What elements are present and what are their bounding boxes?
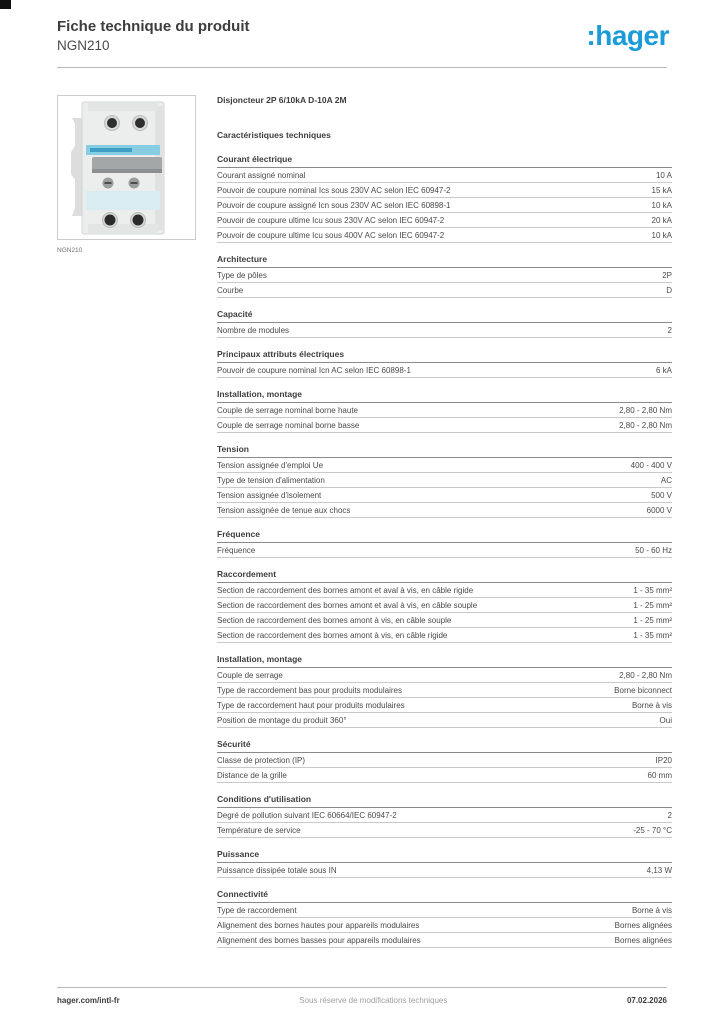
spec-label: Tension assignée de tenue aux chocs: [217, 505, 351, 515]
spec-row: [217, 183, 672, 198]
spec-row: [217, 668, 672, 683]
spec-group-title: Installation, montage: [217, 654, 672, 668]
spec-value: 20 kA: [651, 215, 672, 225]
footer-divider: [57, 987, 667, 988]
spec-row: [217, 228, 672, 243]
spec-label: Section de raccordement des bornes amont à vis, en câble souple: [217, 615, 452, 625]
spec-group: [217, 309, 672, 338]
spec-value: 1 - 25 mm²: [633, 615, 672, 625]
spec-row: [217, 583, 672, 598]
spec-row: [217, 323, 672, 338]
spec-value: 15 kA: [651, 185, 672, 195]
spec-value: 2P: [662, 270, 672, 280]
spec-group: [217, 389, 672, 433]
spec-row: [217, 613, 672, 628]
spec-value: 2: [667, 325, 672, 335]
spec-value: 2: [667, 810, 672, 820]
spec-group: [217, 154, 672, 243]
spec-value: 10 kA: [651, 230, 672, 240]
spec-row: [217, 808, 672, 823]
spec-value: -25 - 70 °C: [633, 825, 672, 835]
scan-corner-mark: [0, 0, 11, 9]
spec-value: Borne à vis: [631, 700, 672, 710]
spec-group-title: Conditions d'utilisation: [217, 794, 672, 808]
spec-value: 2,80 - 2,80 Nm: [619, 405, 672, 415]
spec-group: [217, 794, 672, 838]
spec-group-title: Sécurité: [217, 739, 672, 753]
spec-group-title: Courant électrique: [217, 154, 672, 168]
spec-row: [217, 933, 672, 948]
spec-row: [217, 598, 672, 613]
spec-value: 400 - 400 V: [630, 460, 672, 470]
spec-label: Tension assignée d'emploi Ue: [217, 460, 324, 470]
spec-value: 500 V: [651, 490, 672, 500]
spec-row: [217, 268, 672, 283]
spec-value: 60 mm: [647, 770, 672, 780]
spec-group-title: Puissance: [217, 849, 672, 863]
product-photo-caption: NGN210: [57, 247, 83, 254]
spec-group: [217, 889, 672, 948]
page-title: Fiche technique du produit: [57, 18, 250, 35]
spec-value: 6 kA: [655, 365, 672, 375]
product-photo: [57, 95, 196, 240]
spec-label: Puissance dissipée totale sous IN: [217, 865, 337, 875]
specs-column: [217, 90, 672, 948]
spec-label: Section de raccordement des bornes amont à vis, en câble rigide: [217, 630, 448, 640]
spec-value: AC: [660, 475, 672, 485]
spec-row: [217, 213, 672, 228]
spec-value: Borne à vis: [631, 905, 672, 915]
spec-value: 2,80 - 2,80 Nm: [619, 670, 672, 680]
spec-value: 50 - 60 Hz: [635, 545, 672, 555]
spec-group-title: Principaux attributs électriques: [217, 349, 672, 363]
spec-value: 10 A: [655, 170, 672, 180]
spec-value: D: [666, 285, 672, 295]
spec-label: Classe de protection (IP): [217, 755, 306, 765]
spec-row: [217, 713, 672, 728]
spec-label: Section de raccordement des bornes amont et aval à vis, en câble souple: [217, 600, 478, 610]
spec-row: [217, 918, 672, 933]
spec-group-title: Tension: [217, 444, 672, 458]
spec-row: [217, 458, 672, 473]
spec-group: [217, 654, 672, 728]
spec-label: Courbe: [217, 285, 244, 295]
spec-value: 6000 V: [646, 505, 672, 515]
spec-row: [217, 543, 672, 558]
spec-value: Bornes alignées: [614, 935, 672, 945]
spec-row: [217, 168, 672, 183]
spec-label: Alignement des bornes basses pour appareils modulaires: [217, 935, 421, 945]
spec-group: [217, 254, 672, 298]
spec-label: Section de raccordement des bornes amont et aval à vis, en câble rigide: [217, 585, 474, 595]
spec-row: [217, 903, 672, 918]
spec-value: 4,13 W: [646, 865, 672, 875]
spec-label: Position de montage du produit 360°: [217, 715, 347, 725]
footer-website: hager.com/intl-fr: [57, 996, 120, 1005]
spec-label: Degré de pollution suivant IEC 60664/IEC 60947-2: [217, 810, 397, 820]
spec-group-title: Capacité: [217, 309, 672, 323]
section-title: Caractéristiques techniques: [217, 130, 331, 140]
spec-label: Fréquence: [217, 545, 256, 555]
spec-value: 10 kA: [651, 200, 672, 210]
spec-label: Couple de serrage nominal borne basse: [217, 420, 360, 430]
spec-row: [217, 768, 672, 783]
spec-label: Pouvoir de coupure ultime Icu sous 400V AC selon IEC 60947-2: [217, 230, 445, 240]
spec-row: [217, 363, 672, 378]
spec-label: Pouvoir de coupure nominal Icn AC selon IEC 60898-1: [217, 365, 411, 375]
spec-group-title: Fréquence: [217, 529, 672, 543]
spec-value: Borne biconnect: [614, 685, 672, 695]
spec-groups: [217, 154, 672, 948]
spec-group: [217, 529, 672, 558]
spec-value: 1 - 35 mm²: [633, 585, 672, 595]
spec-row: [217, 403, 672, 418]
spec-row: [217, 863, 672, 878]
spec-row: [217, 283, 672, 298]
spec-label: Alignement des bornes hautes pour appareils modulaires: [217, 920, 420, 930]
spec-label: Couple de serrage: [217, 670, 283, 680]
spec-label: Couple de serrage nominal borne haute: [217, 405, 358, 415]
spec-value: Bornes alignées: [614, 920, 672, 930]
spec-label: Type de pôles: [217, 270, 267, 280]
spec-group-title: Installation, montage: [217, 389, 672, 403]
spec-value: 2,80 - 2,80 Nm: [619, 420, 672, 430]
spec-row: [217, 753, 672, 768]
page-footer: [57, 996, 667, 1005]
product-reference: NGN210: [57, 38, 110, 53]
spec-label: Tension assignée d'isolement: [217, 490, 322, 500]
spec-label: Type de raccordement bas pour produits modulaires: [217, 685, 402, 695]
footer-disclaimer: Sous réserve de modifications techniques: [299, 996, 448, 1005]
spec-value: 1 - 25 mm²: [633, 600, 672, 610]
spec-label: Pouvoir de coupure ultime Icu sous 230V AC selon IEC 60947-2: [217, 215, 445, 225]
spec-group-title: Raccordement: [217, 569, 672, 583]
spec-group-title: Connectivité: [217, 889, 672, 903]
spec-label: Pouvoir de coupure nominal Ics sous 230V AC selon IEC 60947-2: [217, 185, 451, 195]
spec-row: [217, 488, 672, 503]
spec-row: [217, 628, 672, 643]
spec-group: [217, 444, 672, 518]
spec-row: [217, 823, 672, 838]
spec-label: Type de tension d'alimentation: [217, 475, 325, 485]
spec-label: Distance de la grille: [217, 770, 287, 780]
spec-label: Température de service: [217, 825, 301, 835]
spec-row: [217, 503, 672, 518]
spec-group: [217, 739, 672, 783]
header-divider: [57, 67, 667, 68]
spec-value: Oui: [659, 715, 672, 725]
spec-label: Pouvoir de coupure assigné Icn sous 230V AC selon IEC 60898-1: [217, 200, 451, 210]
spec-label: Nombre de modules: [217, 325, 290, 335]
spec-row: [217, 473, 672, 488]
spec-row: [217, 418, 672, 433]
spec-group: [217, 569, 672, 643]
spec-value: IP20: [655, 755, 672, 765]
spec-row: [217, 683, 672, 698]
footer-date: 07.02.2026: [626, 996, 667, 1005]
spec-group-title: Architecture: [217, 254, 672, 268]
spec-label: Type de raccordement: [217, 905, 297, 915]
spec-row: [217, 698, 672, 713]
hager-logo: :hager: [586, 20, 669, 51]
spec-label: Type de raccordement haut pour produits modulaires: [217, 700, 405, 710]
product-name: Disjoncteur 2P 6/10kA D-10A 2M: [217, 95, 347, 105]
spec-label: Courant assigné nominal: [217, 170, 306, 180]
spec-group: [217, 849, 672, 878]
spec-group: [217, 349, 672, 378]
spec-row: [217, 198, 672, 213]
circuit-breaker-image: [58, 96, 195, 239]
spec-value: 1 - 35 mm²: [633, 630, 672, 640]
